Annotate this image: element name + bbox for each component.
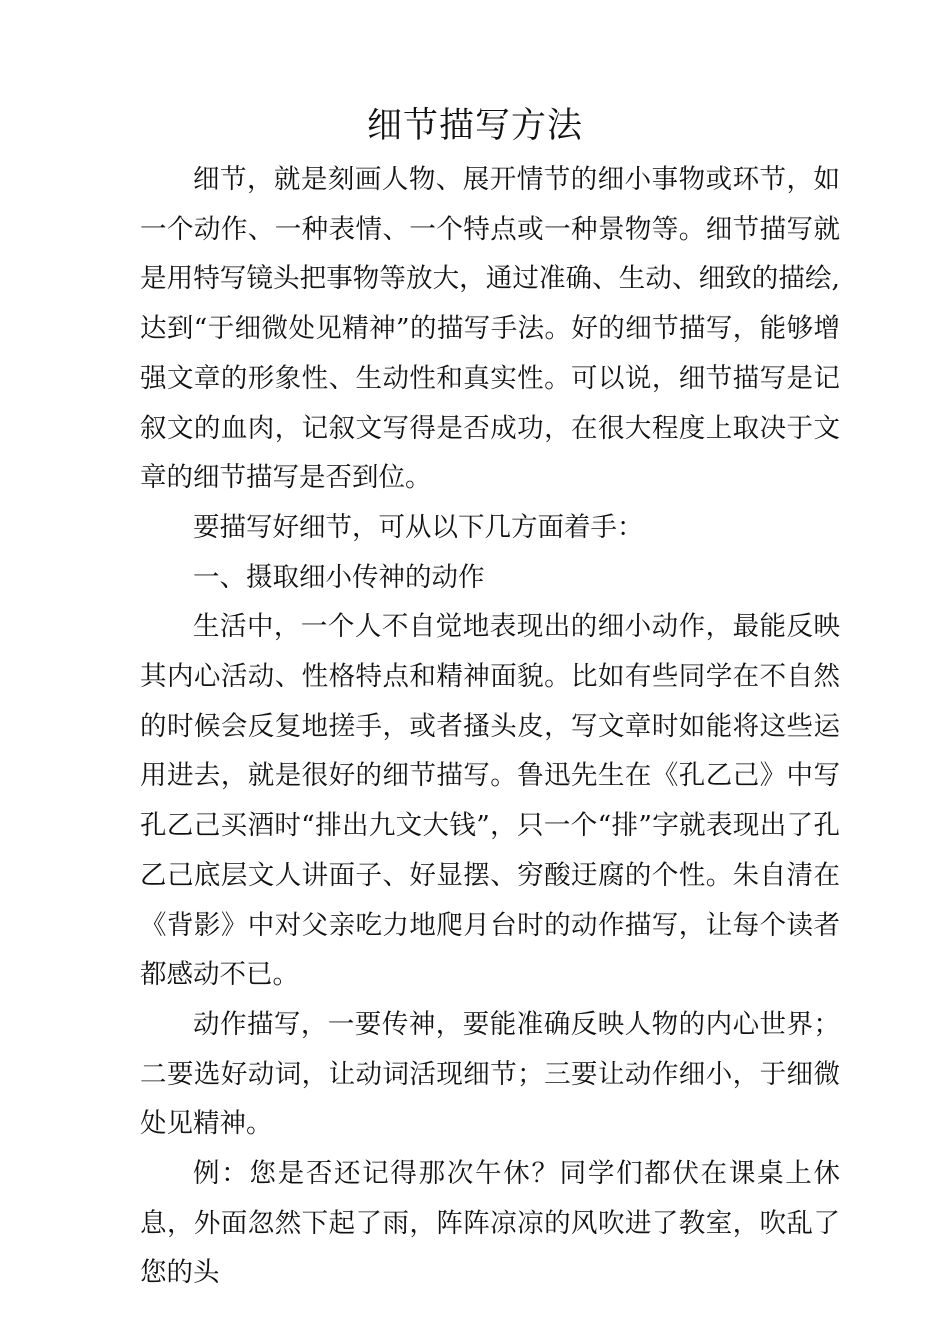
paragraph-definition: 细节，就是刻画人物、展开情节的细小事物或环节，如一个动作、一种表情、一个特点或一种景物等。细节描写就是用特写镜头把事物等放大，通过准确、生动、细致的描绘,达到“于细微处见精神”的描写手法。好的细节描写，能够增强文章的形象性、生动性和真实性。可以说，细节描写是记叙文的血肉，记叙文写得是否成功，在很大程度上取决于文章的细节描写是否到位。 <box>140 164 840 494</box>
paragraph-example: 例：您是否还记得那次午休？同学们都伏在课桌上休息，外面忽然下起了雨，阵阵凉凉的风吹进了教室，吹乱了您的头 <box>140 1158 840 1289</box>
paragraph-action-details: 生活中，一个人不自觉地表现出的细小动作，最能反映其内心活动、性格特点和精神面貌。比如有些同学在不自然的时候会反复地搓手，或者搔头皮，写文章时如能将这些运用进去，就是很好的细节描写。鲁迅先生在《孔乙己》中写孔乙己买酒时“排出九文大钱”，只一个“排”字就表现出了孔乙己底层文人讲面子、好显摆、穷酸迂腐的个性。朱自清在《背影》中对父亲吃力地爬月台时的动作描写，让每个读者都感动不已。 <box>140 611 840 991</box>
paragraph-intro: 要描写好细节，可从以下几方面着手： <box>193 511 644 543</box>
document-body <box>140 155 840 1298</box>
paragraph-action-tips: 动作描写，一要传神，要能准确反映人物的内心世界；二要选好动词，让动词活现细节；三要让动作细小，于细微处见精神。 <box>140 1008 840 1140</box>
section-heading-1: 一、摄取细小传神的动作 <box>193 561 485 593</box>
document-title: 细节描写方法 <box>366 106 583 146</box>
